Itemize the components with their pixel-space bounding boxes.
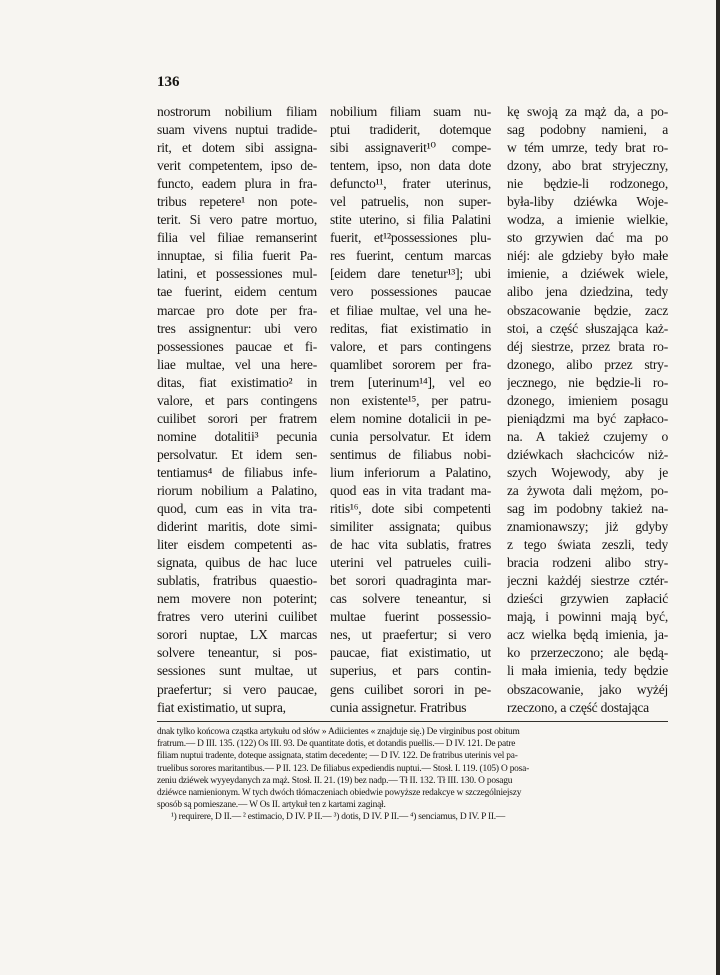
text-line: cunia assignetur. Fratribus — [330, 699, 467, 715]
text-line: nostrorum nobilium filiam — [157, 104, 317, 119]
text-line: stite uterino, si filia Palatini — [330, 212, 491, 228]
text-line: gens cuilibet sorori in pe- — [330, 681, 491, 697]
text-line: elem nomine dotalicii in pe- — [330, 410, 491, 426]
footnote-line: ¹) requirere, D II.— ² estimacio, D IV. P II.— ³) dotis, D IV. P II.— ⁴) senciamus, D IV. P II.— — [171, 812, 506, 823]
text-line: liter eisdem competenti as- — [157, 537, 317, 553]
text-line: similiter assignata; quibus — [330, 519, 491, 535]
text-line: sentimus de filiabus nobi- — [330, 446, 491, 462]
text-line: cunia persolvatur. Et idem — [330, 428, 491, 444]
text-line: ko przerzeczono; ale będą- — [507, 645, 668, 661]
text-line: ditas, fiat existimatio² in — [157, 374, 317, 390]
text-line: w tém umrze, tedy brat ro- — [507, 140, 668, 156]
text-line: defuncto¹¹, frater uterinus, — [330, 176, 491, 192]
footnotes — [157, 726, 668, 824]
text-line: de hac vita sublatis, fratres — [330, 537, 491, 553]
text-line: non existente¹⁵, per patru- — [330, 392, 491, 408]
text-line: obszacowanie będzie, zacz — [507, 302, 668, 318]
text-line: lium inferiorum a Palatino, — [330, 464, 491, 480]
text-line: trem [uterinum¹⁴], vel eo — [330, 374, 491, 390]
text-line: tentem, ipso, non data dote — [330, 158, 491, 174]
text-line: imienie, a dziéwek wiele, — [507, 266, 668, 282]
footnote-line: dziéwce namienionym. W tych dwóch tłómaczeniach obiedwie powyższe redakcye w szczególniejszy — [157, 788, 522, 799]
text-line: bracia rodzeni alibo stry- — [507, 555, 668, 571]
text-line: quod eas in vita tradant ma- — [330, 482, 491, 498]
text-line: sessiones sunt multae, ut — [157, 663, 317, 679]
footnote-line: filiam nuptui tradente, doteque assignata, statim decedente; — D IV. 122. De fratribus uterinis vel pa- — [157, 751, 518, 762]
text-line: filia vel filiae remanserint — [157, 230, 317, 246]
text-line: znamionawszy; jiż gdyby — [507, 519, 668, 535]
text-line: kę swoją za mąż da, a po- — [507, 104, 668, 119]
text-line: sibi assignaverit¹⁰ compe- — [330, 140, 491, 156]
footnote-line: zeniu dziéwek wyyeydanych za mąż. Stosł. II. 21. (19) bez nadp.— Tł II. 132. Tł III. 130. O posagu — [157, 775, 513, 786]
text-line: ptui tradiderit, dotemque — [330, 122, 491, 138]
text-line: suam vivens nuptui tradide- — [157, 122, 317, 138]
text-line: mają, i powinni mają być, — [507, 609, 668, 625]
text-line: rzeczono, a część dostająca — [507, 699, 649, 715]
text-line: niéj: ale gdzieby było małe — [507, 248, 668, 264]
text-line: verit competentem, ipso de- — [157, 158, 317, 174]
text-line: dziéwkach słachciców niż- — [507, 446, 668, 462]
text-line: na. A takież czujemy o — [507, 428, 668, 444]
text-line: z tego świata zeszli, tedy — [507, 537, 668, 553]
text-line: functo, eadem plura in fra- — [157, 176, 317, 192]
text-line: fiat existimatio, ut supra, — [157, 699, 286, 715]
text-line: persolvatur. Et idem sen- — [157, 446, 317, 462]
text-line: et filiae multae, vel una he- — [330, 302, 491, 318]
text-line: dzieści grzywien zapłacić — [507, 591, 668, 607]
footnote-line: sposób są pomieszane.— W Os II. artykuł ten z kartami zaginął. — [157, 800, 386, 811]
text-line: stoi, a część słuszająca każ- — [507, 320, 668, 336]
text-line: terit. Si vero patre mortuo, — [157, 212, 317, 228]
text-line: tres assignentur: ubi vero — [157, 320, 317, 336]
text-line: nie będzie-li rodzonego, — [507, 176, 668, 192]
text-line: nes, ut praefertur; si vero — [330, 627, 491, 643]
footnote-line: dnak tylko końcowa cząstka artykułu od słów » Adiicientes « znajduje się.) De virginibus post obitum — [157, 727, 520, 737]
text-line: pieniądzmi ma być zapłaco- — [507, 410, 668, 426]
text-line: liae multae, vel una here- — [157, 356, 317, 372]
text-line: była-liby dziéwka Woje- — [507, 194, 668, 210]
text-line: possessiones paucae et fi- — [157, 338, 317, 354]
text-line: vel patruelis, non super- — [330, 194, 491, 210]
footnote-line: truelibus sorores maritantibus.— P II. 123. De filiabus expediendis nuptui.— Stosł. I. 119. (105) O posa- — [157, 763, 530, 774]
text-line: tribus repetere¹ non pote- — [157, 194, 317, 210]
text-line: li mała imienia, tedy będzie — [507, 663, 668, 679]
text-line: res fuerint, centum marcas — [330, 248, 491, 264]
page-number: 136 — [157, 74, 180, 90]
text-line: dzony, abo brat stryjeczny, — [507, 158, 668, 174]
text-column-polish — [507, 103, 668, 717]
text-line: obszacowanie, jako wyżéj — [507, 681, 668, 697]
text-line: fuerit, et¹²possessiones plu- — [330, 230, 491, 246]
text-line: alibo jena dziedzina, tedy — [507, 284, 668, 300]
text-column-latin-right — [330, 103, 491, 717]
text-line: valore, et pars contingens — [157, 392, 317, 408]
text-line: reditas, fiat existimatio in — [330, 320, 491, 336]
text-line: riorum nobilium a Palatino, — [157, 482, 317, 498]
text-line: déj siestrze, przez brata ro- — [507, 338, 668, 354]
text-line: sag im podobny takież na- — [507, 501, 668, 517]
text-line: sorori nuptae, LX marcas — [157, 627, 317, 643]
text-line: nem movere non poterint; — [157, 591, 317, 607]
text-line: quamlibet sororem per fra- — [330, 356, 491, 372]
text-line: [eidem dare tenetur¹³]; ubi — [330, 266, 491, 282]
text-line: valore, et pars contingens — [330, 338, 491, 354]
text-column-latin-left — [157, 103, 317, 717]
footnote-separator — [157, 721, 668, 722]
text-line: superius, et pars contin- — [330, 663, 491, 679]
text-line: tae fuerint, eidem centum — [157, 284, 317, 300]
text-line: fratres vero uterini cuilibet — [157, 609, 317, 625]
text-line: paucae, fiat existimatio, ut — [330, 645, 491, 661]
text-line: dzonego, imieniem posagu — [507, 392, 668, 408]
page-edge-shadow — [716, 0, 720, 975]
text-line: cas solvere teneantur, si — [330, 591, 491, 607]
text-line: rit, et dotem sibi assigna- — [157, 140, 317, 156]
text-line: innuptae, si filia fuerit Pa- — [157, 248, 317, 264]
text-line: acz wielka będą imienia, ja- — [507, 627, 668, 643]
text-line: praefertur; si vero paucae, — [157, 681, 317, 697]
text-line: dzonego, alibo przez stry- — [507, 356, 668, 372]
text-line: tentiamus⁴ de filiabus infe- — [157, 464, 317, 480]
text-line: za żywota dali mężom, po- — [507, 482, 668, 498]
text-line: latini, et possessiones mul- — [157, 266, 317, 282]
text-line: quod, cum eas in vita tra- — [157, 501, 317, 517]
text-line: vero possessiones paucae — [330, 284, 491, 300]
text-line: sto grzywien dać ma po — [507, 230, 668, 246]
text-line: cuilibet sorori per fratrem — [157, 410, 317, 426]
text-line: uterini vel patrueles cuili- — [330, 555, 491, 571]
text-line: sublatis, fratribus quaestio- — [157, 573, 317, 589]
text-line: diderint maritis, dote simi- — [157, 519, 317, 535]
text-line: nomine dotalitii³ pecunia — [157, 428, 317, 444]
text-line: jeczni każdéj siestrze cztér- — [507, 573, 668, 589]
footnote-line: fratrum.— D III. 135. (122) Os III. 93. De quantitate dotis, et dotandis puellis.— D IV. 121. De patre — [157, 739, 516, 750]
text-line: sag podobny namieni, a — [507, 122, 668, 138]
text-line: ritis¹⁶, dote sibi competenti — [330, 501, 491, 517]
text-line: signata, quibus de hac luce — [157, 555, 317, 571]
text-line: jecznego, nie będzie-li ro- — [507, 374, 668, 390]
text-line: nobilium filiam suam nu- — [330, 104, 491, 119]
text-line: wodza, a imienie wielkie, — [507, 212, 668, 228]
text-line: solvere teneantur, si pos- — [157, 645, 317, 661]
text-line: multae fuerint possessio- — [330, 609, 491, 625]
text-line: szych Wojewody, aby je — [507, 464, 668, 480]
text-line: bet sorori quadraginta mar- — [330, 573, 491, 589]
text-line: marcae pro dote per fra- — [157, 302, 317, 318]
